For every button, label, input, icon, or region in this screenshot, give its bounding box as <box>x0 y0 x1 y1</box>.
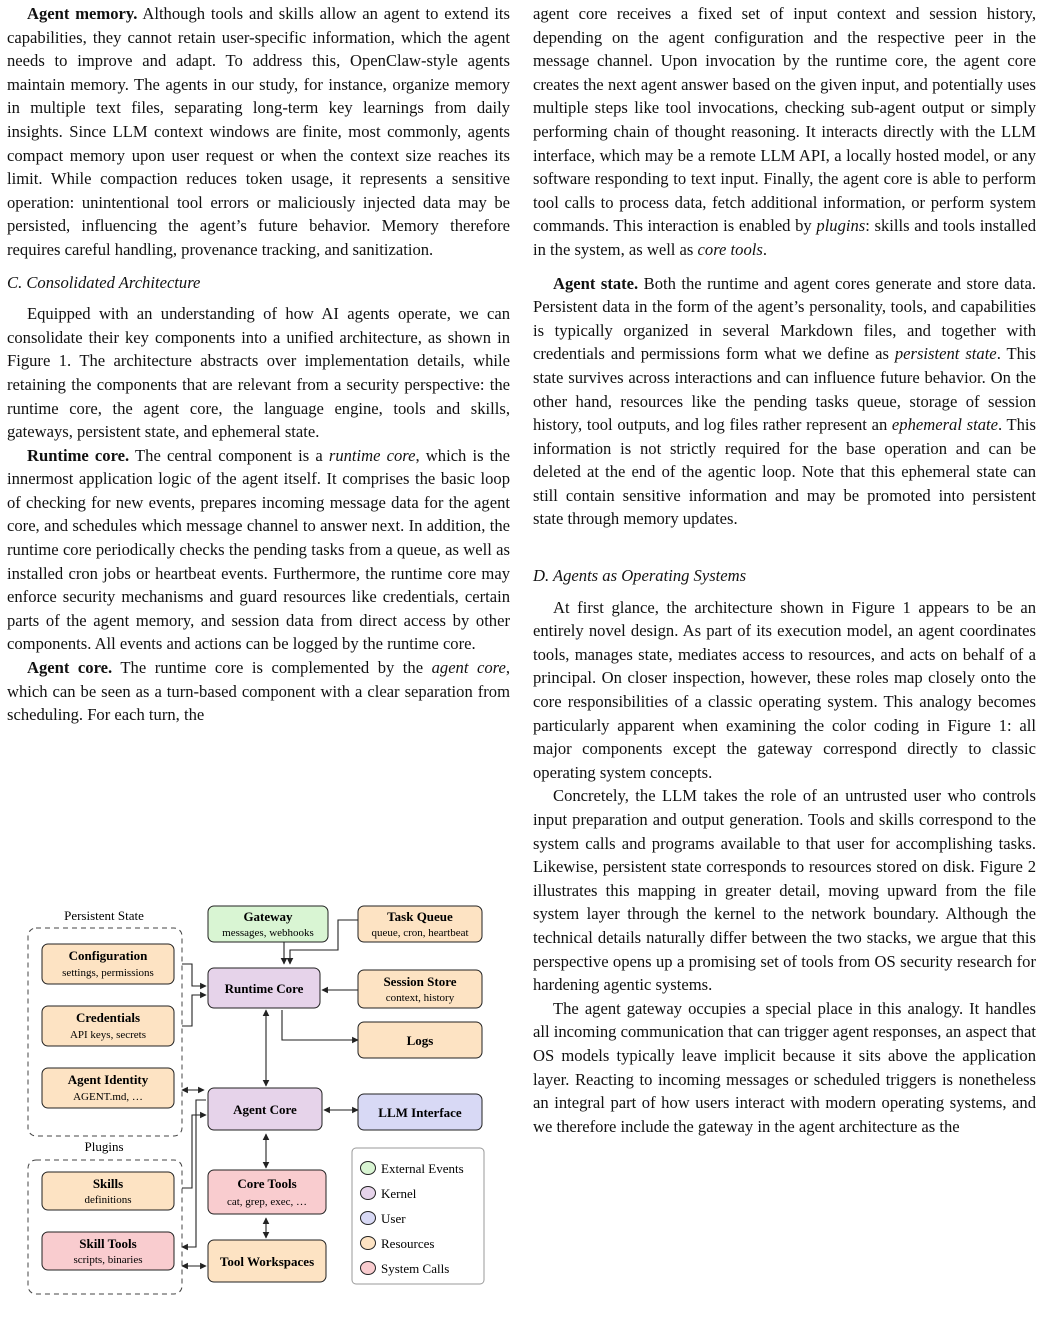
svg-text:cat, grep, exec, …: cat, grep, exec, … <box>226 1196 308 1208</box>
node-core-tools <box>208 1170 326 1214</box>
svg-text:Gateway: Gateway <box>243 909 293 924</box>
right-column <box>533 2 1036 1138</box>
svg-text:Agent Core: Agent Core <box>233 1102 297 1117</box>
paragraph-agent-state: Agent state. Both the runtime and agent cores generate and store data. Persistent data in the form of the agent’s personality, tools, and capabilities is typically organized in several Markdown files, and together with credentials and permissions form what we define as persistent state. This state survives across interactions and can influence future behavior. On the other hand, resources like the pending tasks queue, storage of session history, tool outputs, and log files rather represent an ephemeral state. This information is not strictly required for the base operation and can be deleted at the end of the agentic loop. Note that this ephemeral state can still contain sensitive information and may be promoted into persistent state through memory updates. <box>533 273 1037 529</box>
legend-item-resources <box>361 1236 435 1251</box>
svg-text:AGENT.md, …: AGENT.md, … <box>73 1091 143 1103</box>
node-tool-workspaces <box>208 1240 326 1282</box>
left-column <box>7 2 510 727</box>
svg-text:definitions: definitions <box>84 1194 132 1206</box>
run-in-title: Agent memory. <box>27 4 138 23</box>
architecture-diagram <box>20 900 490 1300</box>
node-credentials <box>42 1006 174 1046</box>
svg-text:queue, cron, heartbeat: queue, cron, heartbeat <box>371 927 469 939</box>
node-llm-interface <box>358 1094 482 1130</box>
svg-text:messages, webhooks: messages, webhooks <box>222 927 314 939</box>
svg-text:context, history: context, history <box>385 992 455 1004</box>
svg-text:User: User <box>381 1211 406 1226</box>
legend <box>352 1148 484 1284</box>
node-skill-tools <box>42 1232 174 1270</box>
svg-text:Session Store: Session Store <box>383 974 457 989</box>
persistent-state-label: Persistent State <box>64 908 144 923</box>
paragraph-os-1: At first glance, the architecture shown in Figure 1 appears to be an entirely novel design. As part of its execution model, an agent coordinates tools, manages state, mediates access to resources, and acts on behalf of a principal. On closer inspection, however, these roles map closely onto the core responsibilities of a classic operating system. This analogy becomes particularly apparent when examining the color coding in Figure 1: all major components except the gateway correspond directly to classic operating system concepts. <box>533 597 1036 782</box>
legend-item-user <box>361 1211 407 1226</box>
node-logs <box>358 1022 482 1058</box>
svg-text:Kernel: Kernel <box>381 1186 417 1201</box>
svg-text:LLM Interface: LLM Interface <box>378 1105 462 1120</box>
svg-text:Runtime Core: Runtime Core <box>224 981 304 996</box>
paragraph-os-2: Concretely, the LLM takes the role of an untrusted user who controls input preparation and output generation. Tools and skills correspond to the system calls and programs available to that user for accomplishing tasks. Likewise, persistent state corresponds to resources stored on disk. Figure 2 illustrates this mapping in greater detail, moving upward from the file system layer through the kernel to the network boundary. Although the technical details naturally differ between the two stacks, we argue that this perspective opens up a promising set of tools from OS security research for hardening agentic systems. <box>533 786 1036 995</box>
paragraph-os-3: The agent gateway occupies a special place in this analogy. It handles all incoming communication that can trigger agent responses, an aspect that OS models typically leave implicit because it sits above the application layer. Reacting to incoming messages or scheduled triggers is nonetheless an integral part of how users interact with modern operating systems, and we therefore include the gateway in the agent architecture as the <box>533 998 1036 1136</box>
svg-text:Skills: Skills <box>92 1176 124 1191</box>
legend-item-kernel <box>361 1186 417 1201</box>
plugins-label: Plugins <box>84 1139 124 1154</box>
svg-text:scripts, binaries: scripts, binaries <box>73 1254 143 1266</box>
svg-text:System Calls: System Calls <box>381 1261 450 1276</box>
node-agent-identity <box>42 1068 174 1108</box>
section-heading: C. Consolidated Architecture <box>7 272 201 292</box>
svg-text:Tool Workspaces: Tool Workspaces <box>219 1254 315 1269</box>
node-skills <box>42 1172 174 1210</box>
svg-text:Core Tools: Core Tools <box>237 1176 297 1191</box>
svg-text:Configuration: Configuration <box>68 948 148 963</box>
svg-text:Skill Tools: Skill Tools <box>79 1236 137 1251</box>
paragraph-runtime-core: Runtime core. The central component is a runtime core, which is the innermost application logic of the agent itself. It comprises the basic loop of checking for new events, prepares incoming message data for the agent core, and schedules which message channel to answer next. In addition, the runtime core periodically checks the pending tasks from a queue, as well as installed cron jobs or heartbeat events. Furthermore, the runtime core may enforce security mechanisms and guard resources like credentials, certain parts of the agent memory, and session data from direct access by other components. All events and actions can be logged by the runtime core. <box>7 445 510 654</box>
svg-text:Logs: Logs <box>406 1033 434 1048</box>
node-configuration <box>42 944 174 984</box>
node-session-store <box>358 970 482 1008</box>
svg-text:Task Queue: Task Queue <box>387 909 453 924</box>
node-agent-core <box>208 1088 322 1130</box>
node-runtime-core <box>208 968 320 1008</box>
svg-text:API keys, secrets: API keys, secrets <box>69 1029 147 1041</box>
node-task-queue <box>358 906 482 942</box>
section-heading: D. Agents as Operating Systems <box>533 566 747 586</box>
svg-text:Resources: Resources <box>381 1236 435 1251</box>
paragraph-agent-core-cont: agent core receives a fixed set of input context and session history, depending on the agent configuration and the respective peer in the message channel. Upon invocation by the runtime core, the agent core creates the next agent answer based on the given input, and potentially uses multiple steps like tool invocations, checking sub-agent output or simply performing chain of thought reasoning. It interacts directly with the LLM interface, which may be a remote LLM API, a locally hosted model, or any software responding to text input. Finally, the agent core is able to perform tool calls to process data, fetch additional information, or perform system commands. This interaction is enabled by plugins: skills and tools installed in the system, as well as core tools. <box>533 4 1036 259</box>
paragraph-agent-core: Agent core. The runtime core is complemented by the agent core, which can be seen as a turn-based component with a clear separation from scheduling. For each turn, the <box>7 658 511 725</box>
svg-text:External Events: External Events <box>381 1161 464 1176</box>
svg-text:Agent Identity: Agent Identity <box>67 1072 149 1087</box>
paragraph-consolidated: Equipped with an understanding of how AI agents operate, we can consolidate their key components into a unified architecture, as shown in Figure 1. The architecture abstracts over implementation details, while retaining the components that are relevant from a security perspective: the runtime core, the agent core, the language engine, tools and skills, gateways, persistent state, and ephemeral state. <box>7 304 510 442</box>
svg-text:settings, permissions: settings, permissions <box>62 967 154 979</box>
svg-text:Credentials: Credentials <box>75 1010 141 1025</box>
paragraph-agent-memory: Agent memory. Although tools and skills allow an agent to extend its capabilities, they cannot retain user-specific information, which the agent needs to improve and adapt. To address this, OpenClaw-style agents maintain memory. The agents in our study, for instance, organize memory in multiple text files, separating long-term key learnings from daily insights. Since LLM context windows are finite, most commonly, agents compact memory upon user request or when the context size reaches its limit. While compaction reduces token usage, it represents a sensitive operation: unintentional tool errors or maliciously injected data may be persisted, influencing the agent’s future behavior. Memory therefore requires careful handling, provenance tracking, and sanitization. <box>7 4 510 259</box>
node-gateway <box>208 906 328 942</box>
